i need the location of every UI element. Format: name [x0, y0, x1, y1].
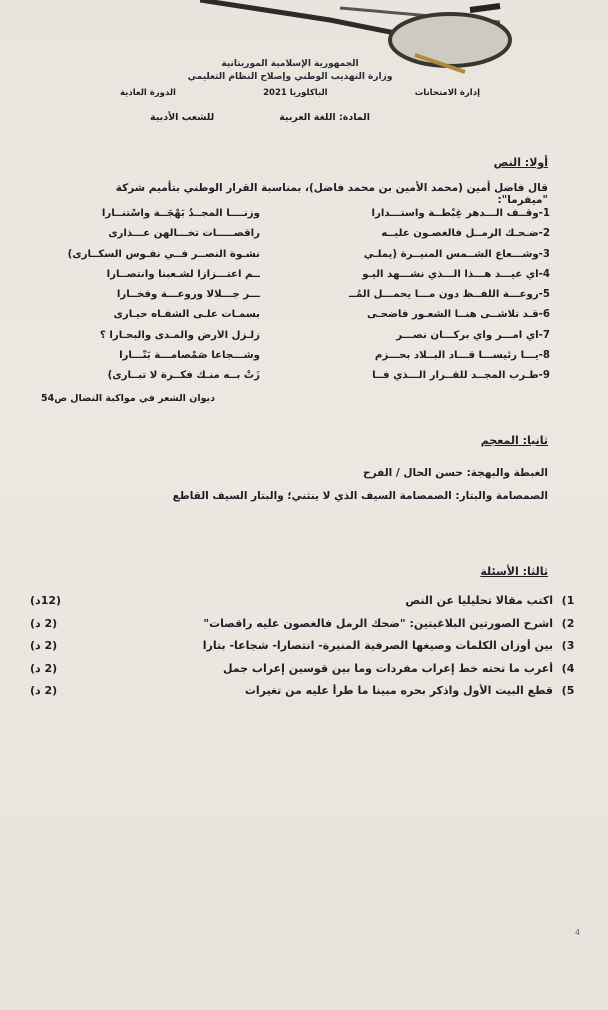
- verse: [30, 228, 550, 248]
- question-number: 1): [561, 594, 575, 607]
- question-points: (2 د): [30, 616, 58, 630]
- exam-directorate: إدارة الامتحانات: [414, 88, 480, 98]
- ministry-name: وزارة التهذيب الوطني وإصلاح النظام التعليمي: [187, 72, 393, 82]
- verse-second-hemistich: راقصـــــات تخـــالهن عـــذارى: [108, 228, 260, 240]
- verse-second-hemistich: ـــر جـــلالا وروعـــة وفخــارا: [116, 289, 260, 301]
- verse-second-hemistich: بسمـات علـى الشفـاه حيـارى: [113, 309, 260, 321]
- verse-first-hemistich: 1-وقــف الـــدهر غِبْطــة واستـــدارا: [371, 208, 550, 219]
- verse-second-hemistich: نشـوة النصــر فــي نفـوس السكــارى): [67, 248, 260, 260]
- questions-section-title: ثالثا: الأسئلة: [480, 565, 548, 578]
- republic-name: الجمهورية الإسلامية الموريتانية: [221, 59, 359, 69]
- ministry-header: [120, 58, 460, 84]
- verse-first-hemistich: 6-قـد تلاشــى هنــا الشعـور فأضحـى: [366, 309, 550, 321]
- verse-first-hemistich: 8-يـــا رئيســـا قـــاد البــلاد بحـــزم: [374, 350, 550, 362]
- question-number: 4): [561, 661, 575, 675]
- question-item: [30, 684, 575, 707]
- verse-second-hemistich: زَتْ بــه منـك فكــرة لا تبــارى): [107, 370, 260, 382]
- question-item: [30, 662, 575, 685]
- subject-name: المادة: اللغة العربية: [279, 112, 370, 123]
- verse: [30, 269, 550, 289]
- verse: [30, 289, 550, 309]
- question-item: [30, 617, 575, 640]
- verse-second-hemistich: زلـزل الأرض والمـدى والبحـارا ؟: [99, 329, 260, 341]
- questions-list: [30, 594, 575, 707]
- exam-name: الباكلوريا 2021: [263, 88, 328, 98]
- exam-info-line: [120, 88, 480, 98]
- poem: [30, 208, 550, 391]
- question-text: أعرب ما تحته خط إعراب مفردات وما بين قوسين إعراب جمل: [222, 661, 553, 675]
- question-number: 3): [561, 639, 575, 653]
- subject-line: [150, 112, 370, 123]
- verse: [30, 208, 550, 228]
- question-text: اكتب مقالا تحليليا عن النص: [405, 594, 553, 607]
- verse-second-hemistich: وشـــجاعا صَمْصامـــة بَتّـــارا: [119, 350, 260, 362]
- question-item: [30, 639, 575, 662]
- verse: [30, 370, 550, 390]
- question-item: [30, 594, 575, 617]
- verse-first-hemistich: 7-أي أمـــر وأي بركـــان نصـــر: [396, 329, 550, 341]
- poem-source: ديوان الشعر في مواكبة النضال ص54: [40, 393, 215, 404]
- dictionary-entry: الصمصامة والبتار: الصمصامة السيف الذي لا ينثني؛ والبتار السيف القاطع: [172, 490, 548, 502]
- dictionary-section-title: ثانيا: المعجم: [480, 434, 548, 447]
- verse: [30, 330, 550, 350]
- verse-second-hemistich: وزنــــا المجــدُ بَهْجَــة واسْتنــارا: [101, 208, 260, 219]
- question-number: 2): [561, 616, 575, 630]
- poem-intro: قال فاضل أمين (محمد الأمين بن محمد فاضل)، بمناسبة القرار الوطني بتأميم شركة "ميفرما":: [115, 182, 548, 206]
- branch-name: للشعب الأدبية: [150, 112, 215, 123]
- verse-first-hemistich: 9-طـرب المجــد للقــرار الـــذي فــا: [372, 370, 550, 382]
- verse-first-hemistich: 3-وشـــعاع الشــمس المنيــرة (يملـي: [363, 248, 550, 260]
- question-number: 5): [561, 684, 575, 698]
- question-points: (2 د): [30, 639, 58, 653]
- question-text: قطع البيت الأول واذكر بحره مبينا ما طرأ عليه من تغيرات: [244, 684, 553, 698]
- question-text: اشرح الصورتين البلاغيتين: "ضحك الرمل فالغصون عليه راقصات": [203, 616, 553, 630]
- verse-first-hemistich: 4-أي عيـــد هـــذا الـــذي نشـــهد اليـو: [362, 268, 550, 280]
- question-points: (12د): [30, 594, 62, 607]
- question-points: (2 د): [30, 661, 58, 675]
- question-points: (2 د): [30, 684, 58, 698]
- dictionary-entry: الغبطة والبهجة: حسن الحال / الفرح: [363, 467, 548, 479]
- verse: [30, 249, 550, 269]
- verse-first-hemistich: 2-ضـحـك الرمــل فالغصـون عليــه: [381, 228, 550, 240]
- verse-second-hemistich: ــم اعتـــزازا لشـعبنا وانتصــارا: [106, 268, 260, 280]
- text-section-title: أولا: النص: [493, 156, 548, 169]
- exam-session: الدورة العادية: [120, 88, 176, 98]
- verse: [30, 309, 550, 329]
- page-mark: 4: [575, 928, 581, 937]
- verse: [30, 350, 550, 370]
- verse-first-hemistich: 5-روعـــة اللفــظ دون مـــا يحمـــل المُــ: [349, 289, 550, 301]
- question-text: بين أوزان الكلمات وصيغها الصرفية المنيرة- انتصارا- شجاعا- بتارا: [202, 639, 553, 653]
